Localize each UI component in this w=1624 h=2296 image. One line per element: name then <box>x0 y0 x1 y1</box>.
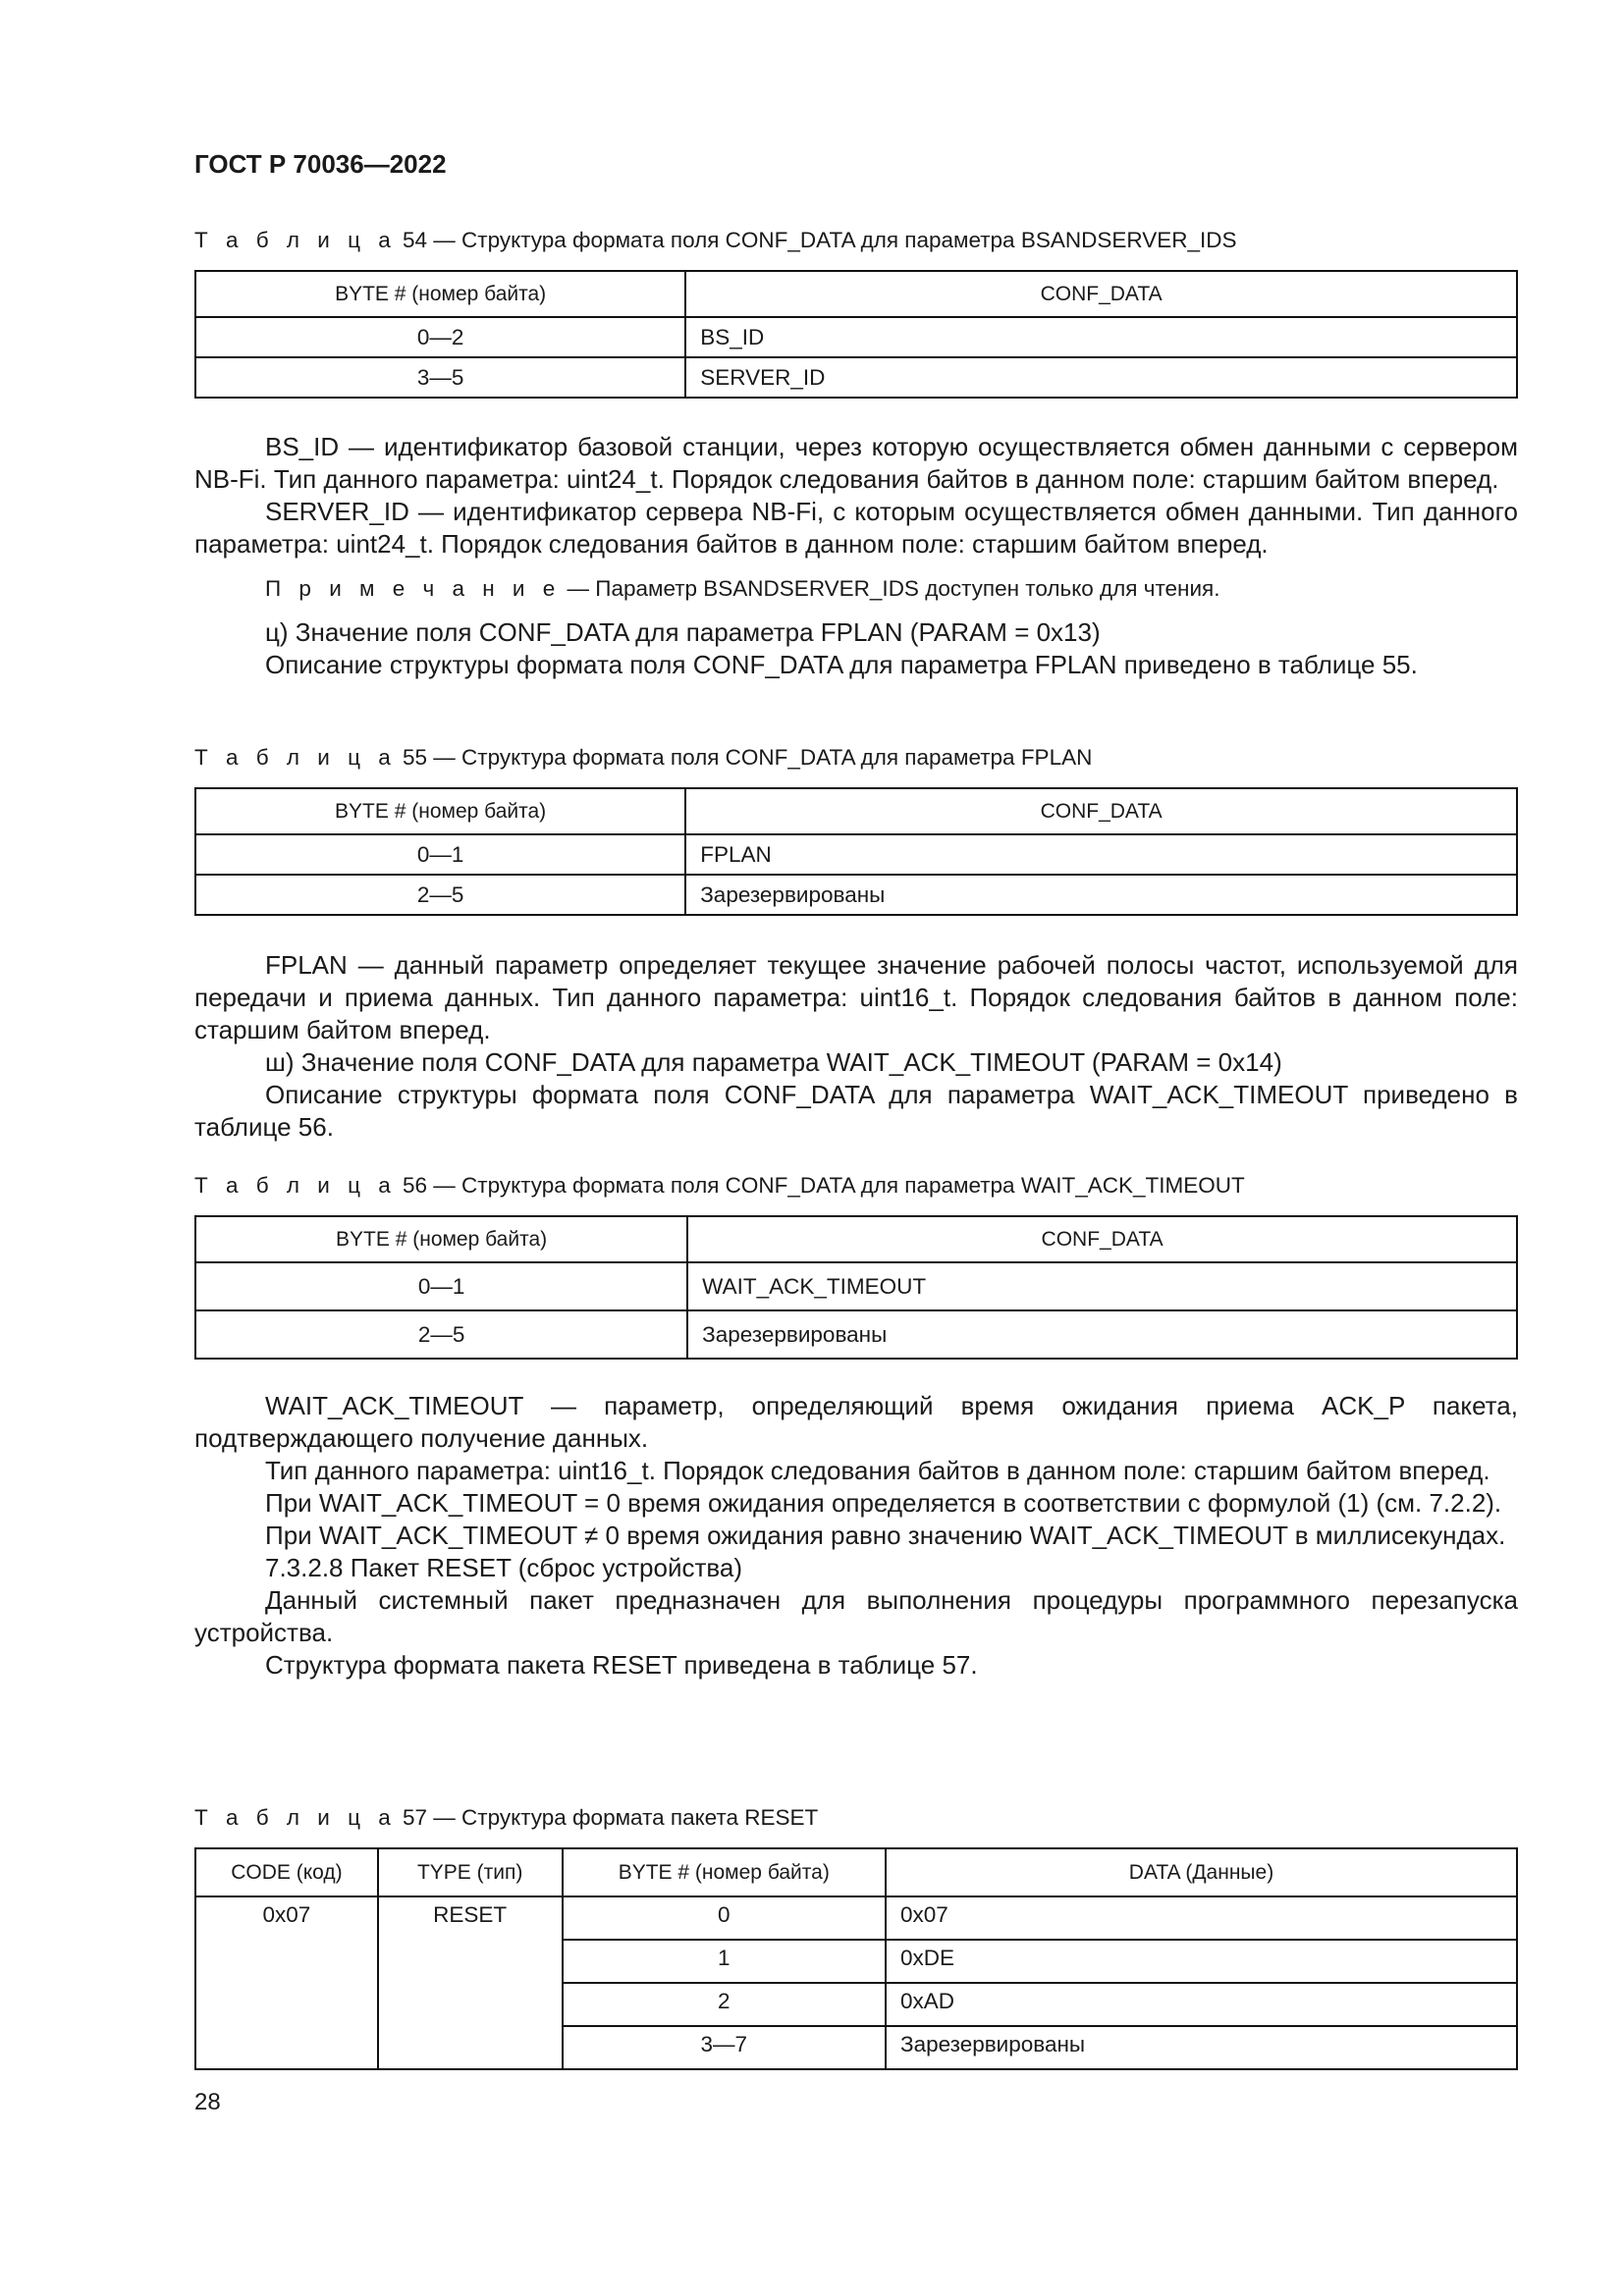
page-number: 28 <box>194 2089 221 2115</box>
table-header-row <box>195 1848 1517 1896</box>
table-57-caption <box>194 1805 818 1831</box>
column-header: CODE (код) <box>195 1848 378 1896</box>
paragraph: BS_ID — идентификатор базовой станции, через которую осуществляется обмен данными с сервером NB-Fi. Тип данного параметра: uint24_t. Порядок следования байтов в данном поле: старшим байтом вперед. <box>194 432 1518 494</box>
table-cell: 0—1 <box>195 1262 687 1310</box>
table-row <box>195 834 1517 875</box>
paragraph: Описание структуры формата поля CONF_DATA для параметра FPLAN приведено в таблице 55. <box>265 650 1418 679</box>
table-cell: Зарезервированы <box>687 1310 1517 1359</box>
table-55-caption <box>194 745 1092 771</box>
paragraph: При WAIT_ACK_TIMEOUT = 0 время ожидания определяется в соответствии с формулой (1) (см. 7.2.2). <box>265 1488 1502 1518</box>
table-label: Т а б л и ц а <box>194 745 397 770</box>
column-header: BYTE # (номер байта) <box>195 271 685 317</box>
paragraph: ц) Значение поля CONF_DATA для параметра FPLAN (PARAM = 0x13) <box>265 617 1101 647</box>
table-row <box>195 1896 1517 1940</box>
note-label: П р и м е ч а н и е <box>265 576 562 601</box>
table-55 <box>194 787 1518 916</box>
table-cell-type: RESET <box>378 1896 563 2069</box>
paragraph: FPLAN — данный параметр определяет текущее значение рабочей полосы частот, используемой для передачи и приема данных. Тип данного параметра: uint16_t. Порядок следования байтов в данном поле: старшим байтом вперед. <box>194 950 1518 1044</box>
column-header: CONF_DATA <box>685 271 1517 317</box>
table-cell: 0x07 <box>886 1896 1517 1940</box>
table-caption-text: 57 — Структура формата пакета RESET <box>403 1805 819 1830</box>
paragraph: Данный системный пакет предназначен для выполнения процедуры программного перезапуска устройства. <box>194 1585 1518 1647</box>
table-cell: Зарезервированы <box>886 2026 1517 2069</box>
table-cell: 3—5 <box>195 357 685 398</box>
table-caption-text: 54 — Структура формата поля CONF_DATA для параметра BSANDSERVER_IDS <box>403 228 1237 252</box>
paragraph: ш) Значение поля CONF_DATA для параметра WAIT_ACK_TIMEOUT (PARAM = 0x14) <box>265 1047 1282 1077</box>
document-header: ГОСТ Р 70036—2022 <box>194 149 447 179</box>
table-cell: 1 <box>563 1940 886 1983</box>
table-cell: 0—2 <box>195 317 685 357</box>
column-header: BYTE # (номер байта) <box>195 788 685 834</box>
table-cell: 0xDE <box>886 1940 1517 1983</box>
column-header: CONF_DATA <box>685 788 1517 834</box>
table-row <box>195 317 1517 357</box>
table-cell-code: 0x07 <box>195 1896 378 2069</box>
column-header: BYTE # (номер байта) <box>195 1216 687 1262</box>
paragraph: Структура формата пакета RESET приведена в таблице 57. <box>265 1650 978 1680</box>
table-header-row <box>195 788 1517 834</box>
body-text-block-3 <box>194 1390 1518 1682</box>
table-cell: 2—5 <box>195 1310 687 1359</box>
table-54-caption <box>194 228 1236 253</box>
table-header-row <box>195 271 1517 317</box>
note-text: — Параметр BSANDSERVER_IDS доступен только для чтения. <box>567 576 1220 601</box>
table-cell: 0—1 <box>195 834 685 875</box>
table-row <box>195 875 1517 915</box>
body-text-block-1 <box>194 431 1518 681</box>
paragraph: Тип данного параметра: uint16_t. Порядок следования байтов в данном поле: старшим байтом вперед. <box>265 1456 1490 1485</box>
paragraph: Описание структуры формата поля CONF_DATA для параметра WAIT_ACK_TIMEOUT приведено в таблице 56. <box>194 1080 1518 1142</box>
table-cell: 0xAD <box>886 1983 1517 2026</box>
column-header: CONF_DATA <box>687 1216 1517 1262</box>
note <box>194 572 1518 605</box>
table-57 <box>194 1847 1518 2070</box>
section-heading: 7.3.2.8 Пакет RESET (сброс устройства) <box>265 1553 743 1582</box>
table-caption-text: 55 — Структура формата поля CONF_DATA для параметра FPLAN <box>403 745 1093 770</box>
table-cell: SERVER_ID <box>685 357 1517 398</box>
table-cell: WAIT_ACK_TIMEOUT <box>687 1262 1517 1310</box>
table-cell: 2—5 <box>195 875 685 915</box>
body-text-block-2 <box>194 949 1518 1144</box>
table-label: Т а б л и ц а <box>194 228 397 252</box>
paragraph: WAIT_ACK_TIMEOUT — параметр, определяющий время ожидания приема ACK_P пакета, подтверждающего получение данных. <box>194 1391 1518 1453</box>
column-header: TYPE (тип) <box>378 1848 563 1896</box>
table-label: Т а б л и ц а <box>194 1173 397 1198</box>
table-cell: 2 <box>563 1983 886 2026</box>
table-cell: 3—7 <box>563 2026 886 2069</box>
table-header-row <box>195 1216 1517 1262</box>
table-row <box>195 357 1517 398</box>
table-cell: 0 <box>563 1896 886 1940</box>
table-label: Т а б л и ц а <box>194 1805 397 1830</box>
table-row <box>195 1310 1517 1359</box>
table-54 <box>194 270 1518 399</box>
table-cell: Зарезервированы <box>685 875 1517 915</box>
column-header: DATA (Данные) <box>886 1848 1517 1896</box>
table-cell: FPLAN <box>685 834 1517 875</box>
table-row <box>195 1262 1517 1310</box>
table-cell: BS_ID <box>685 317 1517 357</box>
column-header: BYTE # (номер байта) <box>563 1848 886 1896</box>
table-56 <box>194 1215 1518 1360</box>
table-caption-text: 56 — Структура формата поля CONF_DATA для параметра WAIT_ACK_TIMEOUT <box>403 1173 1245 1198</box>
paragraph: SERVER_ID — идентификатор сервера NB-Fi, с которым осуществляется обмен данными. Тип данного параметра: uint24_t. Порядок следования байтов в данном поле: старшим байтом вперед. <box>194 497 1518 559</box>
table-56-caption <box>194 1173 1245 1199</box>
paragraph: При WAIT_ACK_TIMEOUT ≠ 0 время ожидания равно значению WAIT_ACK_TIMEOUT в миллисекундах. <box>265 1521 1506 1550</box>
